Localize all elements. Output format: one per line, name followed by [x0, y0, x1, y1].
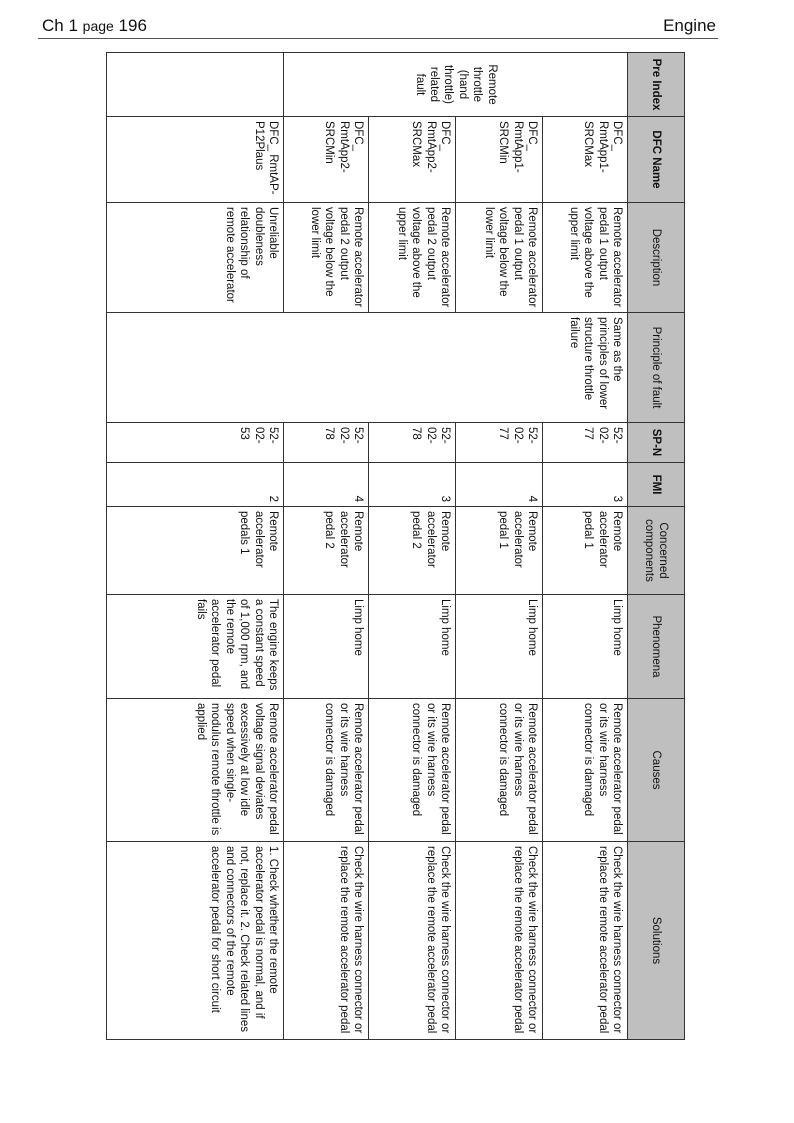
col-header-solutions: Solutions — [628, 842, 685, 1040]
solutions-cell: Check the wire harness connector or replace the remote accelerator pedal — [369, 842, 456, 1040]
rotated-table-frame — [132, 52, 685, 1039]
phenomena-cell: The engine keeps a constant speed of 1,000 rpm, and the remote accelerator pedal fails — [107, 595, 284, 699]
fmi-cell: 2 — [107, 463, 284, 507]
fmi-cell: 4 — [456, 463, 543, 507]
fault-code-table — [106, 52, 685, 1040]
description-cell: Remote accelerator pedal 1 output voltage below the lower limit — [456, 203, 543, 313]
pre-index-empty-cell — [107, 53, 284, 117]
dfc-name-cell: DFC_ RmtAP- P12Plaus — [107, 117, 284, 203]
principle-cell: Same as the principles of lower structure throttle failure — [107, 313, 628, 423]
spn-cell: 52- 02- 78 — [369, 423, 456, 463]
components-cell: Remote accelerator pedal 1 — [456, 507, 543, 595]
phenomena-cell: Limp home — [543, 595, 628, 699]
solutions-cell: Check the wire harness connector or replace the remote accelerator pedal — [543, 842, 628, 1040]
components-cell: Remote accelerator pedal 2 — [369, 507, 456, 595]
pre-index-group-label: Remote throttle (hand throttle) related fault — [413, 64, 498, 105]
spn-cell: 52- 02- 78 — [284, 423, 369, 463]
description-cell: Remote accelerator pedal 1 output voltage above the upper limit — [543, 203, 628, 313]
components-cell: Remote accelerator pedal 1 — [543, 507, 628, 595]
table-row — [456, 53, 543, 1040]
fault-table-container — [132, 52, 685, 1039]
chapter-label: Ch 1 — [42, 16, 78, 35]
col-header-description: Description — [628, 203, 685, 313]
fmi-cell: 3 — [543, 463, 628, 507]
components-cell: Remote accelerator pedal 2 — [284, 507, 369, 595]
table-row — [369, 53, 456, 1040]
spn-cell: 52- 02- 77 — [456, 423, 543, 463]
causes-cell: Remote accelerator pedal or its wire harness connector is damaged — [543, 699, 628, 842]
dfc-name-cell: DFC_ RmtApp2- SRCMax — [369, 117, 456, 203]
table-body — [107, 53, 628, 1040]
col-header-pre-index: Pre Index — [628, 53, 685, 117]
dfc-name-cell: DFC_ RmtApp1- SRCMin — [456, 117, 543, 203]
col-header-fmi: FMI — [628, 463, 685, 507]
col-header-dfc-name: DFC Name — [628, 117, 685, 203]
causes-cell: Remote accelerator pedal or its wire harness connector is damaged — [369, 699, 456, 842]
page-number: 196 — [118, 16, 147, 35]
description-cell: Remote accelerator pedal 2 output voltage above the upper limit — [369, 203, 456, 313]
components-cell: Remote accelerator pedals 1 — [107, 507, 284, 595]
col-header-principle: Principle of fault — [628, 313, 685, 423]
description-cell: Unreliable doubleness relationship of remote accelerator — [107, 203, 284, 313]
table-header — [628, 53, 685, 1040]
fmi-cell: 3 — [369, 463, 456, 507]
solutions-cell: 1. Check whether the remote accelerator pedal is normal, and if not, replace it. 2. Check related lines and connectors of the remote accelerator pedal for short circuit — [107, 842, 284, 1040]
page-header — [38, 14, 718, 39]
table-row — [543, 53, 628, 1040]
causes-cell: Remote accelerator pedal or its wire harness connector is damaged — [456, 699, 543, 842]
page-number-label — [42, 16, 147, 36]
table-row — [284, 53, 369, 1040]
col-header-spn: SP-N — [628, 423, 685, 463]
phenomena-cell: Limp home — [456, 595, 543, 699]
phenomena-cell: Limp home — [369, 595, 456, 699]
solutions-cell: Check the wire harness connector or replace the remote accelerator pedal — [456, 842, 543, 1040]
description-cell: Remote accelerator pedal 2 output voltage below the lower limit — [284, 203, 369, 313]
header-row — [628, 53, 685, 1040]
dfc-name-cell: DFC_ RmtApp1- SRCMax — [543, 117, 628, 203]
fmi-cell: 4 — [284, 463, 369, 507]
table-row — [107, 53, 284, 1040]
dfc-name-cell: DFC_ RmtApp2- SRCMin — [284, 117, 369, 203]
causes-cell: Remote accelerator pedal voltage signal deviates excessively at low idle speed when single-modulus remote throttle is applied — [107, 699, 284, 842]
spn-cell: 52- 02- 77 — [543, 423, 628, 463]
phenomena-cell: Limp home — [284, 595, 369, 699]
causes-cell: Remote accelerator pedal or its wire harness connector is damaged — [284, 699, 369, 842]
col-header-phenomena: Phenomena — [628, 595, 685, 699]
section-title: Engine — [663, 16, 716, 35]
col-header-causes: Causes — [628, 699, 685, 842]
page-word: page — [82, 18, 114, 34]
solutions-cell: Check the wire harness connector or replace the remote accelerator pedal — [284, 842, 369, 1040]
col-header-components: Concerned components — [628, 507, 685, 595]
spn-cell: 52- 02- 53 — [107, 423, 284, 463]
pre-index-group-cell — [284, 53, 628, 117]
